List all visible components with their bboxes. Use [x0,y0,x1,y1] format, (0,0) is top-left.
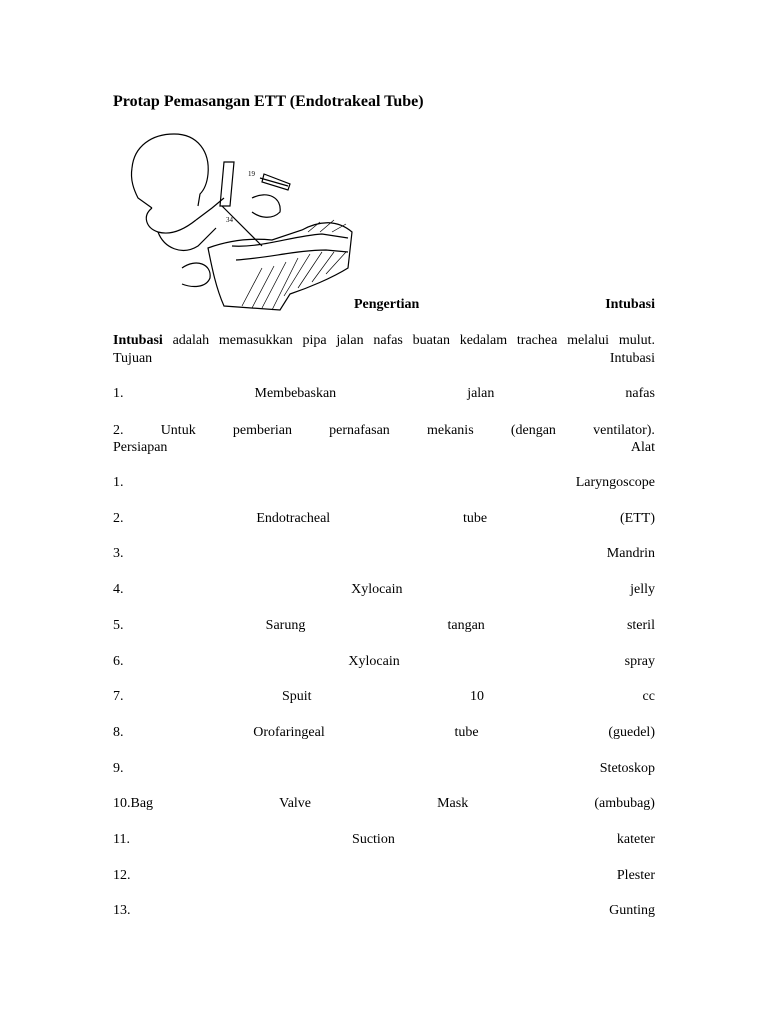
list-text: Orofaringeal [253,725,325,740]
intubation-illustration [112,128,357,314]
list-text: (dengan [510,423,556,438]
list-text: tube [454,725,479,740]
alat-item [113,902,655,919]
list-text: kateter [616,832,655,847]
definition-term: Intubasi [113,333,163,348]
list-text: 11. [113,832,130,847]
alat-item [113,581,655,598]
alat-item [113,617,655,634]
list-text: ventilator). [593,423,655,438]
alat-item [113,867,655,884]
persiapan-word: Persiapan [113,440,168,455]
list-text: 7. [113,689,124,704]
list-text: Mandrin [606,546,655,561]
alat-item [113,688,655,705]
list-text: Spuit [281,689,312,704]
list-text: jelly [630,582,655,597]
list-text: spray [624,654,655,669]
tujuan-item-1 [113,385,655,402]
list-text: 2. [113,511,124,526]
list-text: (guedel) [608,725,655,740]
list-text: Gunting [609,903,655,918]
tujuan-word: Tujuan [113,351,153,366]
list-text: Membebaskan [254,386,337,401]
tujuan-item-2 [113,422,655,439]
list-text: Suction [352,832,395,847]
list-text: 13. [113,903,131,918]
list-text: cc [642,689,655,704]
list-text: Plester [616,868,655,883]
list-text: 3. [113,546,124,561]
list-text: Untuk [160,423,196,438]
tujuan-heading [113,350,655,367]
list-text: 5. [113,618,124,633]
alat-item [113,474,655,491]
list-text: jalan [467,386,495,401]
definition-text: adalah memasukkan pipa jalan nafas buatan kedalam trachea melalui mulut. [172,333,655,348]
persiapan-heading [113,439,655,456]
heading-word: Pengertian [354,297,420,312]
list-text: pemberian [232,423,292,438]
list-text: 6. [113,654,124,669]
alat-item [113,653,655,670]
alat-item [113,545,655,562]
figure-label-34: 34 [226,216,233,224]
list-text: (ETT) [620,511,655,526]
heading-pengertian-intubasi [354,296,655,313]
list-text: 4. [113,582,124,597]
list-text: (ambubag) [594,796,655,811]
alat-item [113,510,655,527]
list-text: 10.Bag [113,796,154,811]
list-text: 1. [113,386,124,401]
definition-paragraph [113,332,655,349]
list-text: Endotracheal [256,511,331,526]
list-text: 9. [113,761,124,776]
list-text: Xylocain [348,654,400,669]
list-text: Sarung [265,618,306,633]
list-text: Laryngoscope [575,475,655,490]
list-text: 10 [470,689,485,704]
list-text: 2. [113,423,124,438]
list-text: mekanis [426,423,474,438]
figure-label-19: 19 [248,170,255,178]
list-text: Valve [279,796,312,811]
document-title: Protap Pemasangan ETT (Endotrakeal Tube) [113,93,424,110]
list-text: nafas [625,386,655,401]
list-text: pernafasan [329,423,390,438]
list-text: Stetoskop [599,761,655,776]
heading-word: Intubasi [605,297,655,312]
list-text: tube [463,511,488,526]
list-text: 12. [113,868,131,883]
persiapan-word: Alat [630,440,655,455]
definition-line [113,332,655,349]
alat-item [113,760,655,777]
list-text: steril [626,618,655,633]
alat-item [113,724,655,741]
list-text: Mask [437,796,469,811]
list-text: Xylocain [351,582,403,597]
list-text: 1. [113,475,124,490]
list-text: tangan [447,618,485,633]
tujuan-word: Intubasi [609,351,655,366]
alat-item [113,795,655,812]
list-text: 8. [113,725,124,740]
alat-item [113,831,655,848]
